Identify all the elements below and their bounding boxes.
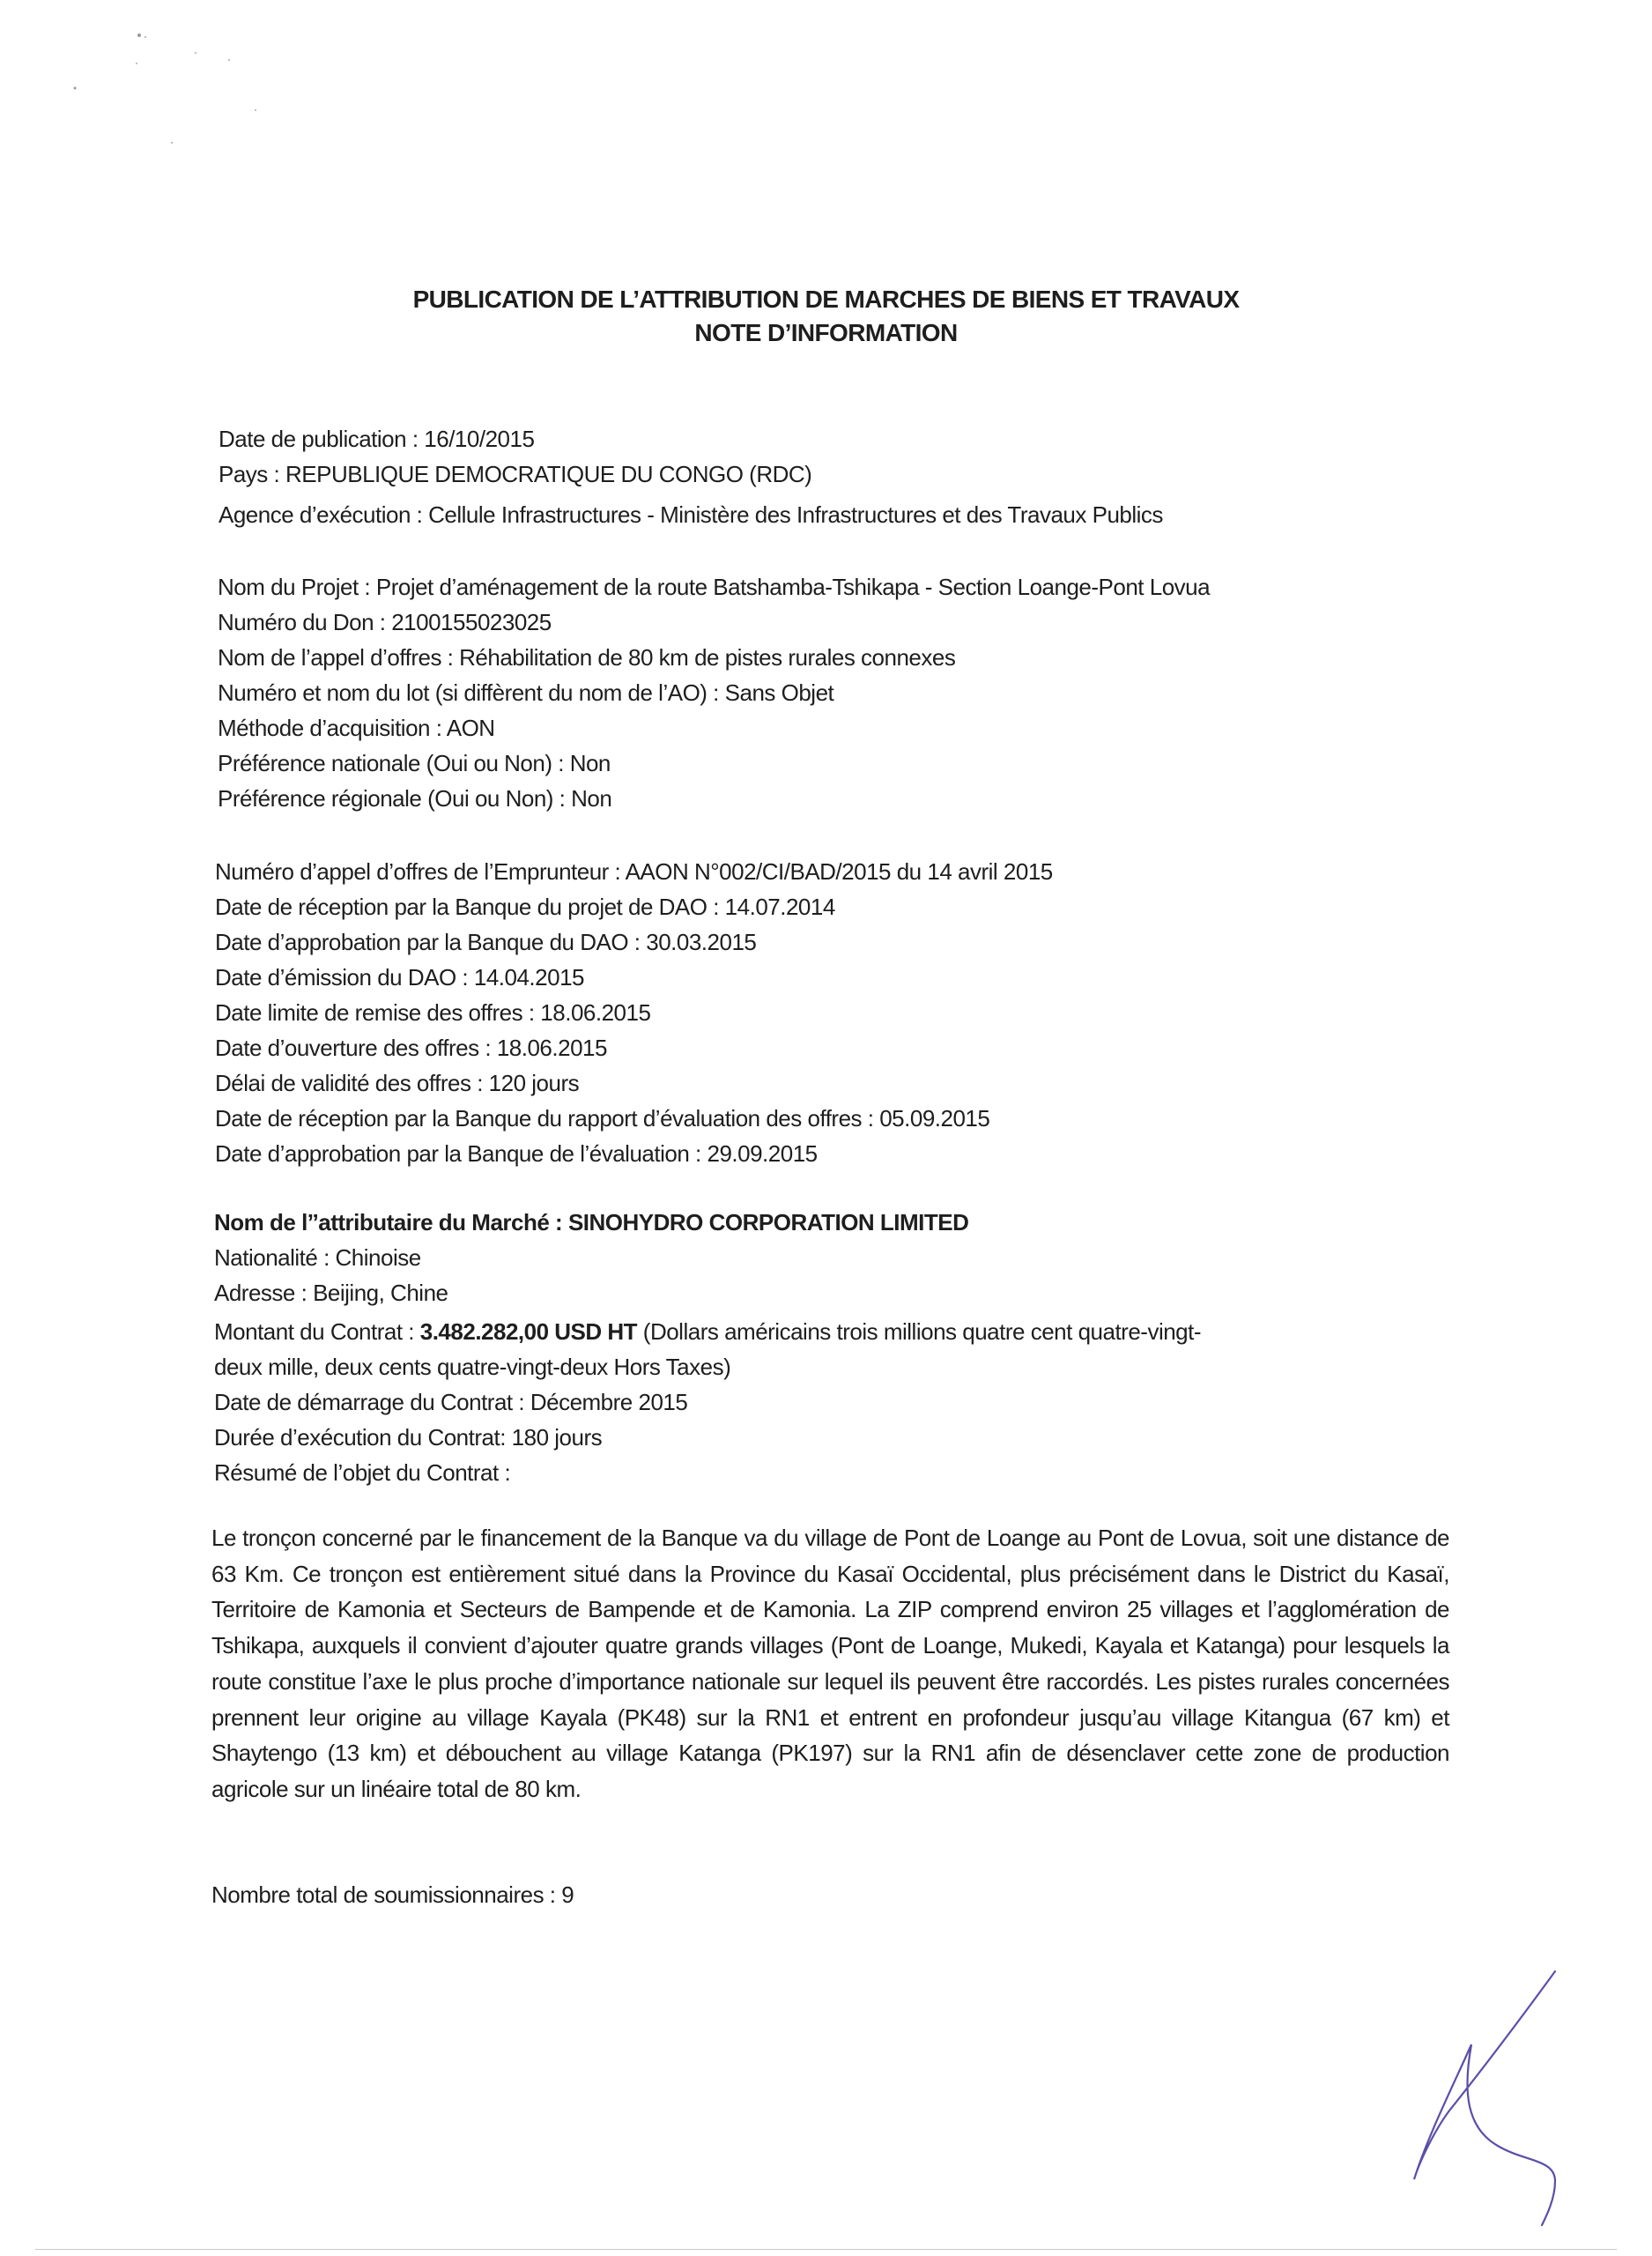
nationality: Nationalité : Chinoise xyxy=(214,1244,421,1271)
contract-amount-words: deux mille, deux cents quatre-vingt-deux Hors Taxes) xyxy=(214,1354,731,1380)
contract-amount: Montant du Contrat : 3.482.282,00 USD HT (Dollars américains trois millions quatre cent quatre-vingt- xyxy=(214,1318,1202,1345)
award-info xyxy=(214,1205,1201,1490)
grant-number: Numéro du Don : 2100155023025 xyxy=(218,609,552,635)
handwritten-signature xyxy=(1401,1961,1604,2234)
dao-issue-date: Date d’émission du DAO : 14.04.2015 xyxy=(215,964,584,991)
contract-start: Date de démarrage du Contrat : Décembre 2015 xyxy=(214,1389,688,1415)
contract-summary-label: Résumé de l’objet du Contrat : xyxy=(214,1459,511,1486)
contract-duration: Durée d’exécution du Contrat: 180 jours xyxy=(214,1424,603,1451)
national-preference: Préférence nationale (Oui ou Non) : Non xyxy=(218,750,611,776)
document-title: PUBLICATION DE L’ATTRIBUTION DE MARCHES DE BIENS ET TRAVAUX xyxy=(412,286,1240,313)
awardee: Nom de l’’attributaire du Marché : SINOHYDRO CORPORATION LIMITED xyxy=(214,1209,969,1236)
document-subtitle: NOTE D’INFORMATION xyxy=(694,319,958,346)
project-info xyxy=(218,569,1210,816)
executing-agency: Agence d’exécution : Cellule Infrastructures - Ministère des Infrastructures et des Travaux Publics xyxy=(219,501,1163,528)
bidders-count: Nombre total de soumissionnaires : 9 xyxy=(211,1881,574,1908)
scan-specks xyxy=(0,0,264,176)
bid-validity: Délai de validité des offres : 120 jours xyxy=(215,1070,580,1096)
acquisition-method: Méthode d’acquisition : AON xyxy=(218,715,495,741)
country: Pays : REPUBLIQUE DEMOCRATIQUE DU CONGO (RDC) xyxy=(219,461,812,487)
bid-opening-date: Date d’ouverture des offres : 18.06.2015 xyxy=(215,1035,607,1061)
evaluation-report-date: Date de réception par la Banque du rapport d’évaluation des offres : 05.09.2015 xyxy=(215,1105,990,1132)
dao-approval-date: Date d’approbation par la Banque du DAO : 30.03.2015 xyxy=(215,929,757,955)
tender-dates xyxy=(215,854,1053,1171)
general-info xyxy=(219,421,1163,532)
lot-info: Numéro et nom du lot (si diffèrent du nom de l’AO) : Sans Objet xyxy=(218,679,834,706)
tender-number: Numéro d’appel d’offres de l’Emprunteur : AAON N°002/CI/BAD/2015 du 14 avril 2015 xyxy=(215,858,1053,885)
project-name: Nom du Projet : Projet d’aménagement de la route Batshamba-Tshikapa - Section Loange-Pont Lovua xyxy=(218,574,1211,600)
bid-deadline: Date limite de remise des offres : 18.06.2015 xyxy=(215,999,651,1026)
regional-preference: Préférence régionale (Oui ou Non) : Non xyxy=(218,785,612,812)
page-bottom-edge xyxy=(35,2249,1617,2250)
contract-summary: Le tronçon concerné par le financement de la Banque va du village de Pont de Loange au Pont de Lovua, soit une distance de 63 Km. Ce tronçon est entièrement situé dans la Province du Kasaï Occidental, plus précisément dans le District du Kasaï, Territoire de Kamonia et Secteurs de Bampende et de Kamonia. La ZIP comprend environ 25 villages et l’agglomération de Tshikapa, auxquels il convient d’ajouter quatre grands villages (Pont de Loange, Mukedi, Kayala et Katanga) pour lesquels la route constitue l’axe le plus proche d’importance nationale sur lequel ils peuvent être raccordés. Les pistes rurales concernées prennent leur origine au village Kayala (PK48) sur la RN1 et entrent en profondeur jusqu’au village Kitangua (67 km) et Shaytengo (13 km) et débouchent au village Katanga (PK197) sur la RN1 afin de désenclaver cette zone de production agricole sur un linéaire total de 80 km. xyxy=(211,1525,1449,1802)
address: Adresse : Beijing, Chine xyxy=(214,1280,448,1306)
publication-date: Date de publication : 16/10/2015 xyxy=(219,426,535,452)
dao-reception-date: Date de réception par la Banque du projet de DAO : 14.07.2014 xyxy=(215,894,835,920)
tender-name: Nom de l’appel d’offres : Réhabilitation de 80 km de pistes rurales connexes xyxy=(218,644,956,671)
evaluation-approval-date: Date d’approbation par la Banque de l’évaluation : 29.09.2015 xyxy=(215,1140,818,1167)
